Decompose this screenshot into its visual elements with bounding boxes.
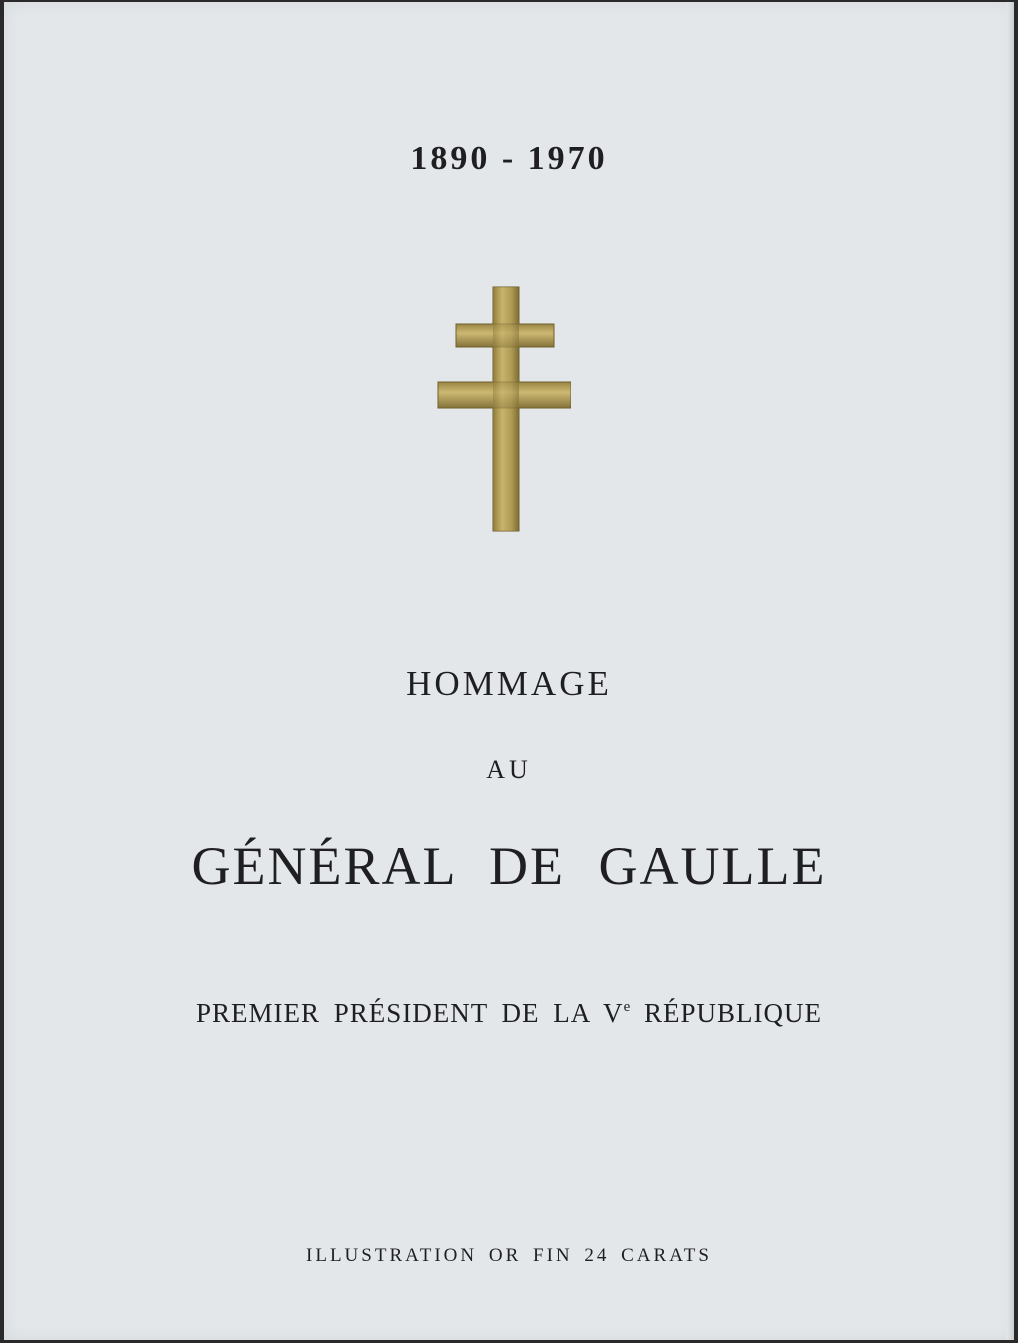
subtitle-text-end: RÉPUBLIQUE bbox=[630, 998, 822, 1028]
subtitle-superscript: e bbox=[623, 999, 631, 1015]
cross-of-lorraine-icon bbox=[431, 285, 571, 535]
years-heading: 1890 - 1970 bbox=[410, 140, 608, 177]
hommage-heading: HOMMAGE bbox=[406, 664, 612, 703]
subtitle bbox=[4, 998, 1014, 1029]
card-page bbox=[4, 2, 1014, 1340]
subtitle-text: PREMIER PRÉSIDENT DE LA V bbox=[196, 998, 624, 1028]
au-heading: AU bbox=[486, 755, 532, 784]
footer-note: ILLUSTRATION OR FIN 24 CARATS bbox=[306, 1245, 712, 1266]
general-name-heading: GÉNÉRAL DE GAULLE bbox=[191, 836, 827, 896]
